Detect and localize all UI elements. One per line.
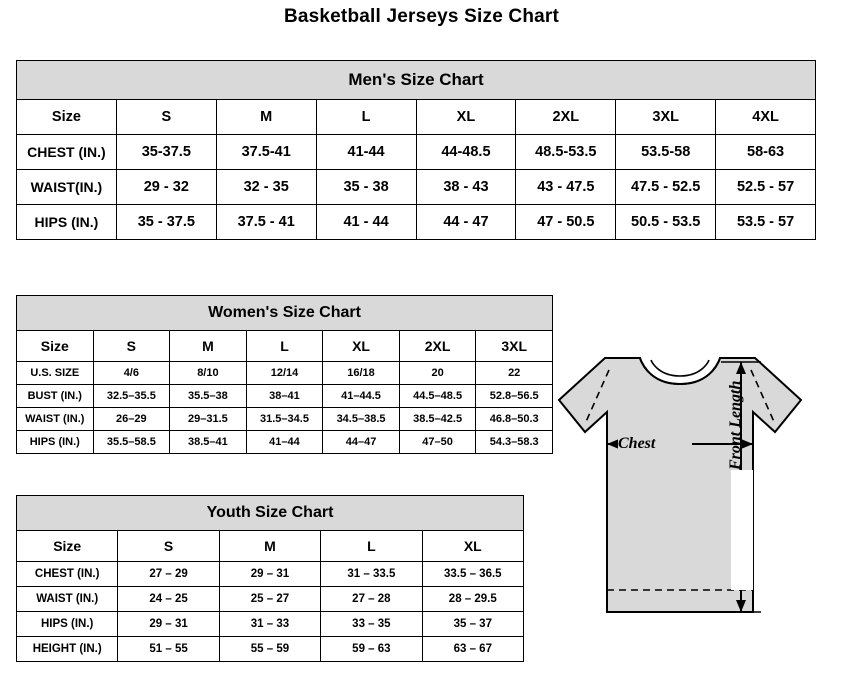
column-header-m: M xyxy=(216,100,316,135)
cell-chest-2xl: 48.5-53.5 xyxy=(516,135,616,170)
column-header-size: Size xyxy=(17,331,94,362)
cell-waist-xl: 28 – 29.5 xyxy=(422,587,523,612)
column-header-m: M xyxy=(170,331,247,362)
row-label-waist: WAIST (IN.) xyxy=(17,408,94,431)
cell-waist-l: 27 – 28 xyxy=(321,587,422,612)
column-header-s: S xyxy=(116,100,216,135)
mens-chart-caption: Men's Size Chart xyxy=(17,61,816,100)
cell-waist-m: 32 - 35 xyxy=(216,170,316,205)
table-row xyxy=(17,205,816,240)
column-header-4xl: 4XL xyxy=(716,100,816,135)
page-title: Basketball Jerseys Size Chart xyxy=(283,6,560,27)
row-label-waist: WAIST(IN.) xyxy=(17,170,117,205)
column-header-l: L xyxy=(316,100,416,135)
cell-us-size-l: 12/14 xyxy=(246,362,323,385)
womens-size-chart-table xyxy=(16,295,553,454)
table-caption-row xyxy=(17,496,524,531)
womens-chart-caption: Women's Size Chart xyxy=(17,296,553,331)
cell-chest-3xl: 53.5-58 xyxy=(616,135,716,170)
table-row xyxy=(17,170,816,205)
cell-chest-s: 35-37.5 xyxy=(116,135,216,170)
cell-hips-l: 41–44 xyxy=(246,431,323,454)
table-header-row xyxy=(17,100,816,135)
cell-bust-2xl: 44.5–48.5 xyxy=(399,385,476,408)
table-row xyxy=(17,408,553,431)
row-label-us-size: U.S. SIZE xyxy=(17,362,94,385)
cell-us-size-m: 8/10 xyxy=(170,362,247,385)
cell-us-size-s: 4/6 xyxy=(93,362,170,385)
cell-hips-xl: 35 – 37 xyxy=(422,612,523,637)
table-row xyxy=(17,587,524,612)
row-label-hips: HIPS (IN.) xyxy=(17,205,117,240)
cell-waist-l: 31.5–34.5 xyxy=(246,408,323,431)
cell-hips-3xl: 50.5 - 53.5 xyxy=(616,205,716,240)
column-header-s: S xyxy=(93,331,170,362)
column-header-size: Size xyxy=(17,100,117,135)
row-label-waist: WAIST (IN.) xyxy=(17,587,118,612)
row-label-chest: CHEST (IN.) xyxy=(17,562,118,587)
cell-hips-l: 33 – 35 xyxy=(321,612,422,637)
column-header-m: M xyxy=(219,531,320,562)
cell-hips-xl: 44–47 xyxy=(323,431,400,454)
cell-chest-l: 41-44 xyxy=(316,135,416,170)
cell-bust-xl: 41–44.5 xyxy=(323,385,400,408)
front-length-measure-label: Front Length xyxy=(727,380,744,470)
jersey-measurement-diagram xyxy=(545,340,835,670)
cell-waist-s: 29 - 32 xyxy=(116,170,216,205)
youth-size-chart-container xyxy=(16,495,524,662)
column-header-3xl: 3XL xyxy=(476,331,553,362)
cell-bust-s: 32.5–35.5 xyxy=(93,385,170,408)
cell-hips-4xl: 53.5 - 57 xyxy=(716,205,816,240)
table-caption-row xyxy=(17,61,816,100)
cell-us-size-xl: 16/18 xyxy=(323,362,400,385)
cell-chest-s: 27 – 29 xyxy=(118,562,219,587)
cell-waist-xl: 38 - 43 xyxy=(416,170,516,205)
cell-chest-m: 29 – 31 xyxy=(219,562,320,587)
table-row xyxy=(17,431,553,454)
column-header-size: Size xyxy=(17,531,118,562)
cell-height-xl: 63 – 67 xyxy=(422,637,523,662)
cell-chest-4xl: 58-63 xyxy=(716,135,816,170)
cell-hips-m: 31 – 33 xyxy=(219,612,320,637)
cell-waist-xl: 34.5–38.5 xyxy=(323,408,400,431)
cell-waist-m: 29–31.5 xyxy=(170,408,247,431)
cell-waist-3xl: 47.5 - 52.5 xyxy=(616,170,716,205)
table-row xyxy=(17,612,524,637)
cell-hips-s: 35.5–58.5 xyxy=(93,431,170,454)
jersey-collar-inner xyxy=(651,360,709,376)
cell-waist-2xl: 38.5–42.5 xyxy=(399,408,476,431)
cell-hips-3xl: 54.3–58.3 xyxy=(476,431,553,454)
cell-hips-s: 29 – 31 xyxy=(118,612,219,637)
cell-chest-m: 37.5-41 xyxy=(216,135,316,170)
table-row xyxy=(17,385,553,408)
column-header-s: S xyxy=(118,531,219,562)
table-row xyxy=(17,562,524,587)
column-header-xl: XL xyxy=(323,331,400,362)
cell-height-l: 59 – 63 xyxy=(321,637,422,662)
column-header-xl: XL xyxy=(416,100,516,135)
cell-bust-m: 35.5–38 xyxy=(170,385,247,408)
cell-chest-xl: 44-48.5 xyxy=(416,135,516,170)
mens-size-chart-table xyxy=(16,60,816,240)
cell-chest-l: 31 – 33.5 xyxy=(321,562,422,587)
cell-hips-s: 35 - 37.5 xyxy=(116,205,216,240)
cell-hips-l: 41 - 44 xyxy=(316,205,416,240)
table-row xyxy=(17,637,524,662)
cell-waist-s: 26–29 xyxy=(93,408,170,431)
row-label-height: HEIGHT (IN.) xyxy=(17,637,118,662)
cell-hips-m: 37.5 - 41 xyxy=(216,205,316,240)
cell-waist-2xl: 43 - 47.5 xyxy=(516,170,616,205)
youth-chart-caption: Youth Size Chart xyxy=(17,496,524,531)
cell-waist-s: 24 – 25 xyxy=(118,587,219,612)
row-label-hips: HIPS (IN.) xyxy=(17,612,118,637)
row-label-bust: BUST (IN.) xyxy=(17,385,94,408)
youth-size-chart-table xyxy=(16,495,524,662)
table-row xyxy=(17,135,816,170)
cell-us-size-2xl: 20 xyxy=(399,362,476,385)
cell-height-s: 51 – 55 xyxy=(118,637,219,662)
cell-height-m: 55 – 59 xyxy=(219,637,320,662)
cell-hips-2xl: 47–50 xyxy=(399,431,476,454)
table-caption-row xyxy=(17,296,553,331)
column-header-2xl: 2XL xyxy=(516,100,616,135)
cell-chest-xl: 33.5 – 36.5 xyxy=(422,562,523,587)
column-header-3xl: 3XL xyxy=(616,100,716,135)
cell-hips-m: 38.5–41 xyxy=(170,431,247,454)
chest-measure-label: Chest xyxy=(618,435,656,452)
column-header-2xl: 2XL xyxy=(399,331,476,362)
column-header-l: L xyxy=(321,531,422,562)
row-label-hips: HIPS (IN.) xyxy=(17,431,94,454)
row-label-chest: CHEST (IN.) xyxy=(17,135,117,170)
cell-waist-3xl: 46.8–50.3 xyxy=(476,408,553,431)
cell-waist-l: 35 - 38 xyxy=(316,170,416,205)
column-header-xl: XL xyxy=(422,531,523,562)
cell-bust-l: 38–41 xyxy=(246,385,323,408)
jersey-body-shape xyxy=(559,358,801,612)
cell-bust-3xl: 52.8–56.5 xyxy=(476,385,553,408)
jersey-illustration xyxy=(545,340,835,670)
cell-us-size-3xl: 22 xyxy=(476,362,553,385)
table-row xyxy=(17,362,553,385)
cell-hips-xl: 44 - 47 xyxy=(416,205,516,240)
cell-hips-2xl: 47 - 50.5 xyxy=(516,205,616,240)
womens-size-chart-container xyxy=(16,295,553,454)
table-header-row xyxy=(17,331,553,362)
table-header-row xyxy=(17,531,524,562)
cell-waist-m: 25 – 27 xyxy=(219,587,320,612)
cell-waist-4xl: 52.5 - 57 xyxy=(716,170,816,205)
mens-size-chart-container xyxy=(16,60,816,240)
front-length-label-backing xyxy=(731,470,753,590)
column-header-l: L xyxy=(246,331,323,362)
